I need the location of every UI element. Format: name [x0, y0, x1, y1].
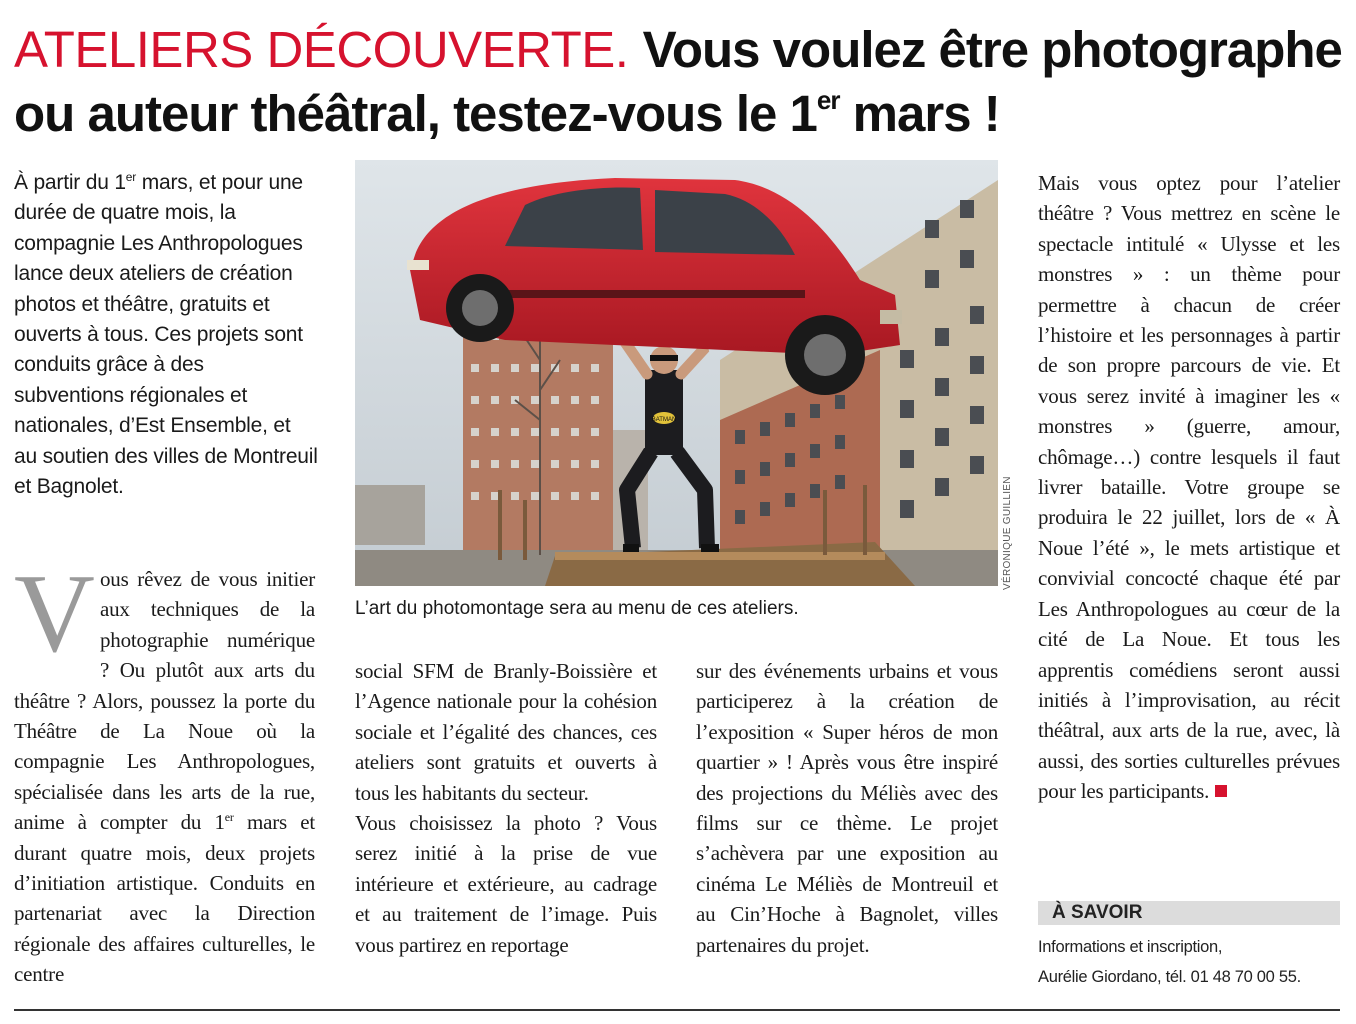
body-col4-text: Mais vous optez pour l’atelier théâtre ? Vous mettrez en scène le spectacle intitulé « Ulysse et les monstres » : un thème pour permettre à chacun de créer l’histoire et les personnages à partir de son propre parcours de vie. Et vous serez invité à imaginer les « monstres » (guerre, amour, chômage…) contre lesquels il faut livrer bataille. Votre groupe se produira le 22 juillet, lors de « À Noue l’été », le mets artistique et convivial concocté chaque été par Les Anthropologues au cœur de la cité de La Noue. Et tous les apprentis comédiens seront aussi initiés à l’improvisation, au récit théâtral, aux arts de la rue, avec, là aussi, des sorties culturelles prévues pour les participants. [1038, 171, 1340, 804]
headline-title-part1: Vous voulez être photographe ou auteur théâtral, testez-vous le 1 [14, 21, 1342, 142]
body-col4-paragraph [1038, 168, 1340, 807]
photomontage-illustration [355, 160, 998, 586]
a-savoir-line-1: Informations et inscription, [1038, 938, 1223, 956]
photo-caption: L’art du photomontage sera au menu de ces ateliers. [355, 598, 799, 619]
shirt-logo: BATMAN [651, 417, 677, 423]
headline-title-part2: mars ! [839, 85, 1000, 142]
body-col1-part2: mars et durant quatre mois, deux projets d’initiation artistique. Conduits en partenariat avec la Direction régionale des affaires culturelles, le centre [14, 810, 315, 987]
body-column-4 [1038, 168, 1340, 807]
body-column-3 [696, 656, 998, 960]
body-col1-sup: er [224, 810, 234, 825]
article-photo [355, 160, 998, 586]
body-column-2 [355, 656, 657, 960]
lead-sup: er [125, 170, 137, 184]
end-mark-icon [1215, 785, 1227, 797]
headline-kicker: ATELIERS DÉCOUVERTE. [14, 21, 629, 78]
body-col3-paragraph: sur des événements urbains et vous participerez à la création de l’exposition « Super héros de mon quartier » ! Après vous être inspiré des projections du Méliès avec des films sur ce thème. Le projet s’achèvera par une exposition au cinéma Le Méliès de Montreuil et au Cin’Hoche à Bagnolet, villes partenaires du projet. [696, 659, 998, 957]
headline [14, 18, 1344, 146]
body-column-1 [14, 552, 315, 990]
drop-cap: V [14, 552, 95, 676]
lead-paragraph [14, 168, 319, 502]
a-savoir-heading: À SAVOIR [1038, 901, 1340, 925]
headline-title-sup: er [816, 85, 840, 115]
body-col2-paragraph-2: Vous choisissez la photo ? Vous serez initié à la prise de vue intérieure et extérieure, au cadrage et au traitement de l’image. Puis vous partirez en reportage [355, 811, 657, 957]
bottom-rule [14, 1009, 1340, 1011]
body-col2-paragraph-1: social SFM de Branly-Boissière et l’Agence nationale pour la cohésion sociale et l’égalité des chances, ces ateliers sont gratuits et ouverts à tous les habitants du secteur. [355, 659, 657, 805]
a-savoir-body [1038, 932, 1340, 992]
photo-credit: VÉRONIQUE GUILLIEN [1002, 476, 1013, 590]
a-savoir-line-2: Aurélie Giordano, tél. 01 48 70 00 55. [1038, 968, 1301, 986]
lead-part1: À partir du 1 [14, 171, 126, 194]
lead-part2: mars, et pour une durée de quatre mois, la compagnie Les Anthropologues lance deux ateliers de création photos et théâtre, gratuits et ouverts à tous. Ces projets sont conduits grâce à des subventions régionales et nationales, d’Est Ensemble, et au soutien des villes de Montreuil et Bagnolet. [14, 171, 318, 499]
body-col1-part1: ous rêvez de vous initier aux techniques de la photographie numérique ? Ou plutôt aux arts du théâtre ? Alors, poussez la porte du Théâtre de La Noue où la compagnie Les Anthropologues, spécialisée dans les arts de la rue, anime à compter du 1 [14, 567, 315, 835]
